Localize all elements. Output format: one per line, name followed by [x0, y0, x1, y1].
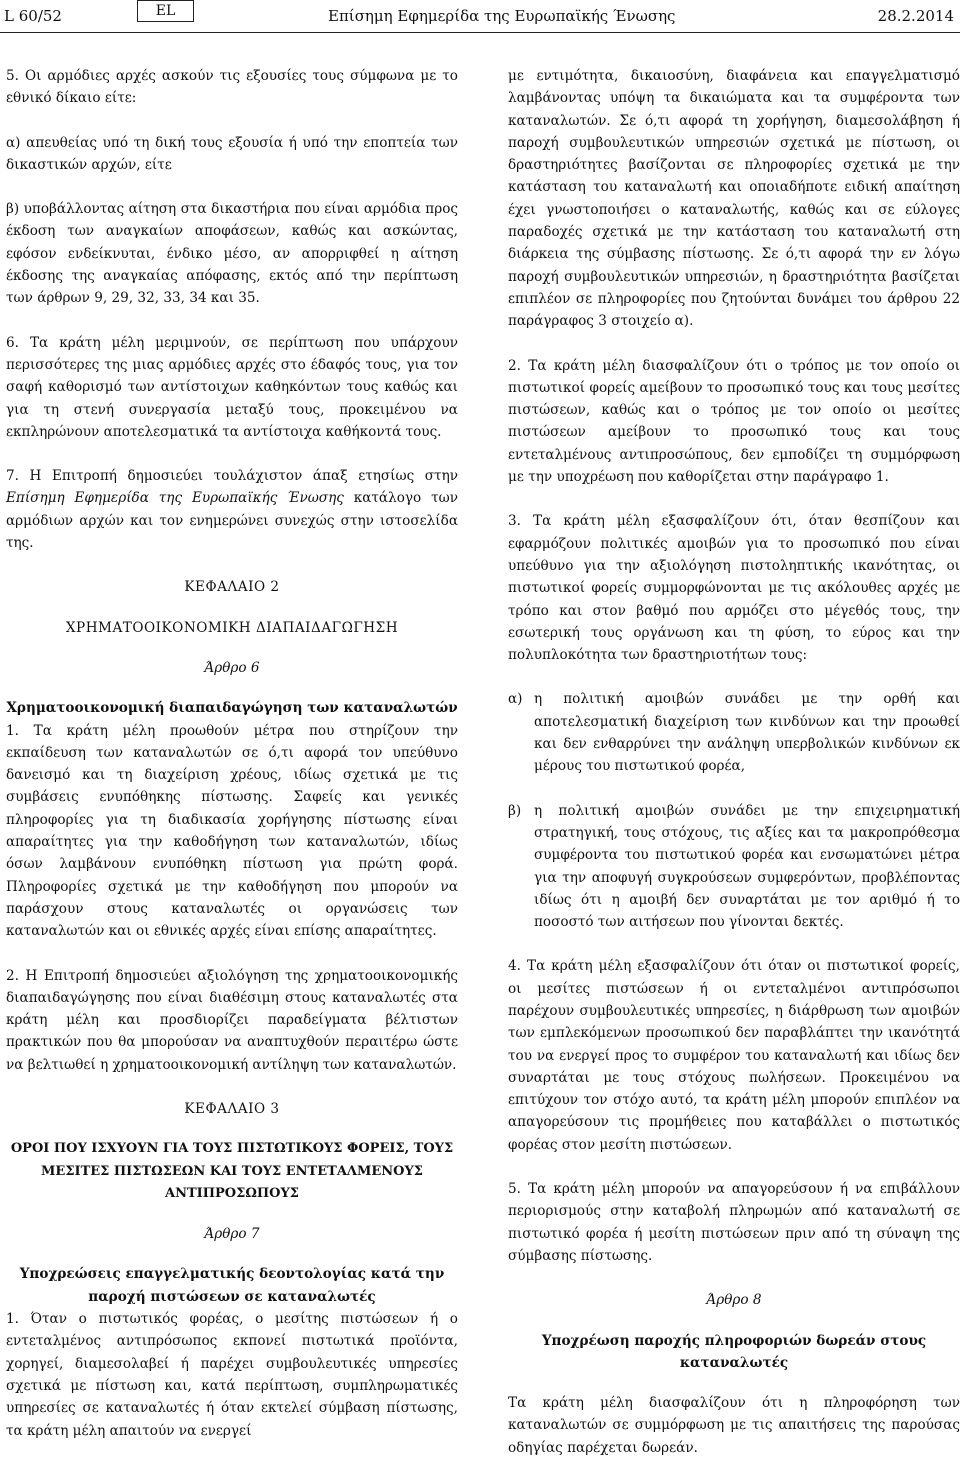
list-label-b: β): [508, 802, 522, 819]
right-column: [508, 65, 960, 1459]
article-8-paragraph: Τα κράτη μέλη διασφαλίζουν ότι η πληροφόρηση των καταναλωτών σε συμμόρφωση με τις απαιτήσεις της παρούσας οδηγίας παρέχεται δωρεάν.: [508, 1395, 960, 1456]
article-7-paragraph-5: 5. Τα κράτη μέλη μπορούν να απαγορεύσουν ή να επιβάλλουν περιορισμούς στην καταβολή πληρωμών από καταναλωτή σε πιστωτικό φορέα ή μεσίτη πιστώσεων πριν από τη σύναψη της σύμβασης πίστωσης.: [508, 1181, 960, 1264]
language-badge: EL: [137, 0, 194, 22]
article-8-title: Υποχρέωση παροχής πληροφοριών δωρεάν στους καταναλωτές: [541, 1332, 927, 1371]
chapter-3-label: ΚΕΦΑΛΑΙΟ 3: [184, 1100, 280, 1117]
article-7-continuation: με εντιμότητα, δικαιοσύνη, διαφάνεια και επαγγελματισμό λαμβάνοντας υπόψη τα δικαιώματα και τα συμφέροντα των καταναλωτών. Σε ό,τι αφορά τη χορήγηση, διαμεσολάβηση ή παροχή συμβουλευτικών υπηρεσιών σχετικά με πίστωση, οι δραστηριότητες βασίζονται σε πληροφορίες σχετικά με την κατάσταση του καταναλωτή και οποιαδήποτε ειδική απαίτηση έχει γνωστοποιήσει ο καταναλωτής, καθώς και σε εύλογες παραδοχές σχετικά με την κατάσταση του καταναλωτή στη διάρκεια της σύμβασης πίστωσης. Σε ό,τι αφορά την εν λόγω παροχή συμβουλευτικών υπηρεσιών, η δραστηριότητα βασίζεται επιπλέον σε πληροφορίες που ζητούνται δυνάμει του άρθρου 22 παράγραφος 3 στοιχείο α).: [508, 68, 960, 330]
article-8-label: Άρθρο 8: [706, 1292, 762, 1309]
article-6-label: Άρθρο 6: [204, 659, 260, 676]
paragraph-5-b: β) υποβάλλοντας αίτηση στα δικαστήρια που είναι αρμόδια προς έκδοση των αναγκαίων αποφάσεων, καθώς και ασκώντας, εφόσον ενδείκνυται, ένδικο μέσο, αν απορριφθεί η αίτηση έκδοσης της αναγκαίας απόφασης, εκτός από την περίπτωση των άρθρων 9, 29, 32, 33, 34 και 35.: [6, 201, 458, 307]
article-7-paragraph-4: 4. Τα κράτη μέλη εξασφαλίζουν ότι όταν οι πιστωτικοί φορείς, οι μεσίτες πιστώσεων ή οι εντεταλμένοι αντιπρόσωποι παρέχουν συμβουλευτικές υπηρεσίες, η διάρθρωση των αμοιβών των εμπλεκόμενων προσωπικού δεν παραβλάπτει την ικανότητά του να ενεργεί προς το συμφέρον του καταναλωτή και ιδίως δεν συναρτάται με τους στόχους πωλήσεων. Προκειμένου να επιτύχουν τον στόχο αυτό, τα κράτη μέλη μπορούν επιπλέον να απαγορεύσουν τις προμήθειες που καταβάλλει ο πιστωτικός φορέας στον μεσίτη πιστώσεων.: [508, 958, 960, 1153]
journal-name-italic: Επίσημη Εφημερίδα της Ευρωπαϊκής Ένωσης: [6, 490, 344, 507]
journal-title: Επίσημη Εφημερίδα της Ευρωπαϊκής Ένωσης: [328, 7, 676, 25]
issue-date: 28.2.2014: [877, 7, 954, 25]
article-7-paragraph-3: 3. Τα κράτη μέλη εξασφαλίζουν ότι, όταν θεσπίζουν και εφαρμόζουν πολιτικές αμοιβών για το προσωπικό που είναι υπεύθυνο για την αξιολόγηση πιστοληπτικής ικανότητας, οι πιστωτικοί φορείς συμμορφώνονται με τις ακόλουθες αρχές με τρόπο και στον βαθμό που αρμόζει στο μέγεθός τους, την εσωτερική τους οργάνωση και τη φύση, το εύρος και την πολυπλοκότητα των δραστηριοτήτων τους:: [508, 513, 960, 664]
article-7-paragraph-2: 2. Τα κράτη μέλη διασφαλίζουν ότι ο τρόπος με τον οποίο οι πιστωτικοί φορείς αμείβουν το προσωπικό τους και τους μεσίτες πιστώσεων, καθώς και ο τρόπος με τον οποίο οι μεσίτες πιστώσεων αμείβουν το προσωπικό τους και τους εντεταλμένους αντιπροσώπους, δεν εμποδίζει τη συμμόρφωση με την υποχρέωση που καθορίζεται στην παράγραφο 1.: [508, 357, 960, 486]
article-7-title: Υποχρεώσεις επαγγελματικής δεοντολογίας κατά την παροχή πιστώσεων σε καταναλωτές: [19, 1266, 445, 1305]
list-text-a: η πολιτική αμοιβών συνάδει με την ορθή και αποτελεσματική διαχείριση των κινδύνων και την προωθεί και δεν ενθαρρύνει την ανάληψη υπερβολικών κινδύνων εκ μέρους του πιστωτικού φορέα,: [534, 691, 960, 775]
left-column: [6, 65, 458, 1442]
list-label-a: α): [508, 691, 523, 708]
article-7-label: Άρθρο 7: [204, 1226, 260, 1243]
list-item: [508, 688, 960, 777]
list-item: [508, 800, 960, 934]
page-number: L 60/52: [4, 7, 62, 25]
article-6-paragraph-2: 2. Η Επιτροπή δημοσιεύει αξιολόγηση της χρηματοοικονομικής διαπαιδαγώγησης που είναι διαθέσιμη στους καταναλωτές στα κράτη μέλη και προσδιορίζει παραδείγματα βέλτιστων πρακτικών που θα μπορούσαν να αναπτυχθούν περαιτέρω ώστε να βελτιωθεί η χρηματοοικονομική αντίληψη των καταναλωτών.: [6, 967, 458, 1073]
article-6-title: Χρηματοοικονομική διαπαιδαγώγηση των καταναλωτών: [6, 700, 458, 717]
chapter-2-title: ΧΡΗΜΑΤΟΟΙΚΟΝΟΜΙΚΗ ΔΙΑΠΑΙΔΑΓΩΓΗΣΗ: [65, 619, 399, 636]
paragraph-6: 6. Τα κράτη μέλη μεριμνούν, σε περίπτωση που υπάρχουν περισσότερες της μιας αρμόδιες αρχές στο έδαφός τους, για τον σαφή καθορισμό των αντίστοιχων καθηκόντων τους καθώς και για τη στενή συνεργασία μεταξύ τους, προκειμένου να εκπληρώνουν αποτελεσματικά τα αντίστοιχα καθήκοντά τους.: [6, 334, 458, 440]
chapter-3-title: ΟΡΟΙ ΠΟΥ ΙΣΧΥΟΥΝ ΓΙΑ ΤΟΥΣ ΠΙΣΤΩΤΙΚΟΥΣ ΦΟΡΕΙΣ, ΤΟΥΣ ΜΕΣΙΤΕΣ ΠΙΣΤΩΣΕΩΝ ΚΑΙ ΤΟΥΣ ΕΝΤΕΤΑΛΜΕΝΟΥΣ ΑΝΤΙΠΡΟΣΩΠΟΥΣ: [10, 1141, 454, 1201]
list-text-b: η πολιτική αμοιβών συνάδει με την επιχειρηματική στρατηγική, τους στόχους, τις αξίες και τα μακροπρόθεσμα συμφέροντα του πιστωτικού φορέα και ενσωματώνει μέτρα για την αποφυγή συγκρούσεων συμφερόντων, προβλέποντας ιδίως ότι η αμοιβή δεν συναρτάται με τον αριθμό ή το ποσοστό των αιτήσεων που γίνονται δεκτές.: [534, 802, 960, 931]
page-header: [0, 0, 960, 34]
chapter-2-label: ΚΕΦΑΛΑΙΟ 2: [184, 579, 280, 596]
paragraph-5-a: α) απευθείας υπό τη δική τους εξουσία ή υπό την εποπτεία των δικαστικών αρχών, είτε: [6, 134, 458, 173]
paragraph-7-start: 7. Η Επιτροπή δημοσιεύει τουλάχιστον άπαξ ετησίως στην: [6, 468, 458, 485]
article-6-paragraph-1: 1. Τα κράτη μέλη προωθούν μέτρα που στηρίζουν την εκπαίδευση των καταναλωτών σε ό,τι αφορά τον υπεύθυνο δανεισμό και τη διαχείριση χρέους, ιδίως σχετικά με τις συμβάσεις ενυπόθηκης πίστωσης. Σαφείς και γενικές πληροφορίες για τη διαδικασία χορήγησης πίστωσης είναι απαραίτητες για την καθοδήγηση των καταναλωτών, ιδίως όσων λαμβάνουν ενυπόθηκη πίστωση για πρώτη φορά. Πληροφορίες σχετικά με την καθοδήγηση που μπορούν να παράσχουν στους καταναλωτές οι οργανώσεις των καταναλωτών και οι εθνικές αρχές είναι επίσης απαραίτητες.: [6, 722, 458, 940]
paragraph-5-intro: 5. Οι αρμόδιες αρχές ασκούν τις εξουσίες τους σύμφωνα με το εθνικό δίκαιο είτε:: [6, 68, 458, 107]
article-7-paragraph-1: 1. Όταν ο πιστωτικός φορέας, ο μεσίτης πιστώσεων ή ο εντεταλμένος αντιπρόσωπος εκπονεί πιστωτικά προϊόντα, χορηγεί, διαμεσολαβεί ή παρέχει συμβουλευτικές υπηρεσίες σχετικά με πίστωση και, κατά περίπτωση, συμπληρωματικές υπηρεσίες σε καταναλωτές ή όταν εκτελεί σύμβαση πίστωσης, τα κράτη μέλη απαιτούν να ενεργεί: [6, 1311, 458, 1439]
paragraph-7: [6, 465, 458, 554]
paragraph-7-end: κατάλογο των αρμόδιων αρχών και τον ενημερώνει συνεχώς στην ιστοσελίδα της.: [6, 490, 458, 552]
header-rule: [0, 32, 960, 33]
